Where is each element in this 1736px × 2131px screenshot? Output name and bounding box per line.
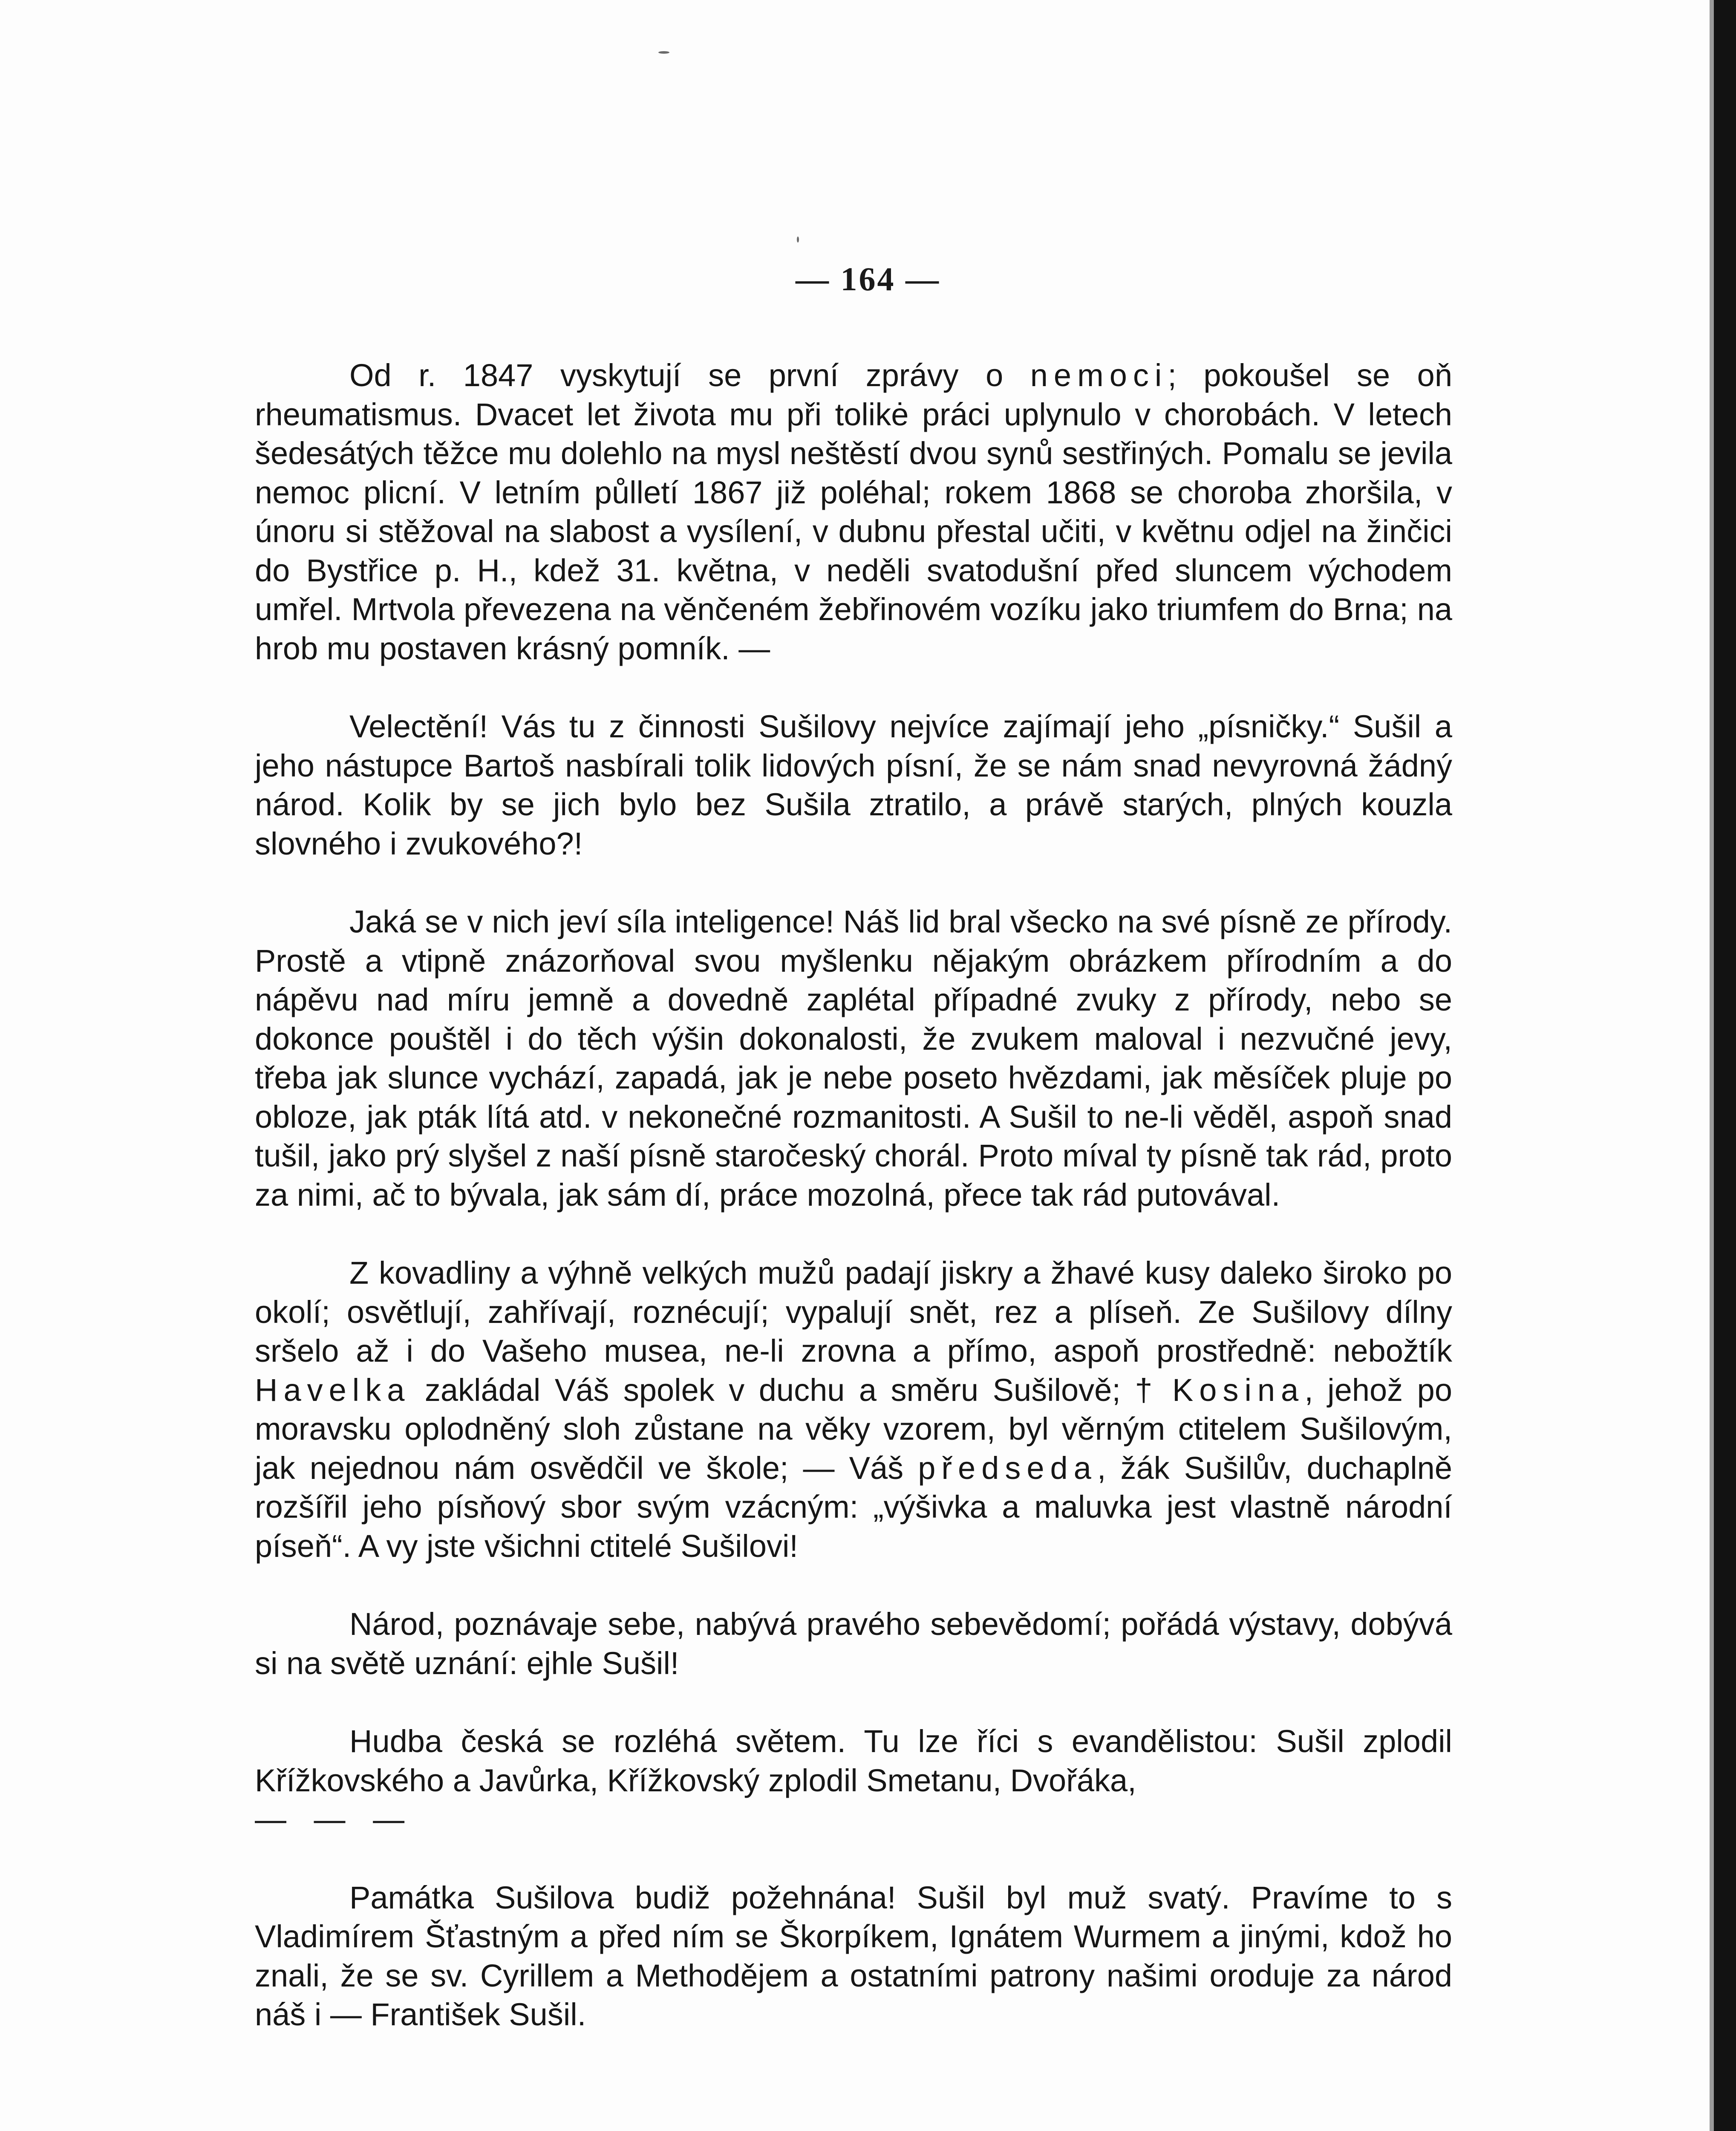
paragraph-influence: Z kovadliny a výhně velkých mužů padají jiskry a žhavé kusy daleko široko po okolí; osvětlují, zahřívají, roznécují; vypalují snět, rez a plíseň. Ze Sušilovy dílny sršelo až i do Vašeho musea, ne-li zrovna a přímo, aspoň prostředně: nebožtík Havelka zakládal Váš spolek v duchu a směru Sušilově; † Kosina, jehož po moravsku oplodněný sloh zůstane na věky vzorem, byl věrným ctitelem Sušilovým, jak nejednou nám osvědčil ve škole; — Váš předseda, žák Sušilův, duchaplně rozšířil jeho písňový sbor svým vzácným: „výšivka a maluvka jest vlastně národní píseň“. A vy jste všichni ctitelé Sušilovi! xyxy=(255,1255,1452,1564)
body-text xyxy=(255,356,1452,2034)
scan-speck xyxy=(797,237,799,243)
scan-border xyxy=(1714,0,1736,2131)
page-number: — 164 — xyxy=(796,260,940,297)
paragraph-illness: Od r. 1847 vyskytují se první zprávy o nemoci; pokoušel se oň rheumatismus. Dvacet let života mu při tolikė práci uplynulo v chorobách. V letech šedesátých těžce mu dolehlo na mysl neštěstí dvou synů sestřiných. Pomalu se jevila nemoc plicní. V letním půlletí 1867 již poléhal; rokem 1868 se choroba zhoršila, v únoru si stěžoval na slabost a vysílení, v dubnu přestal učiti, v květnu odjel na žinčici do Bystřice p. H., kdež 31. května, v neděli svatodušní před sluncem východem umřel. Mrtvola převezena na věnčeném žebřinovém vozíku jako triumfem do Brna; na hrob mu postaven krásný pomník. — xyxy=(255,358,1452,666)
dash-separator: — — — xyxy=(255,1802,414,1837)
paragraph-music: Hudba česká se rozléhá světem. Tu lze říci s evandělistou: Sušil zplodil Křížkovského a Javůrka, Křížkovský zplodil Smetanu, Dvořáka, xyxy=(255,1724,1452,1798)
paragraph-memory: Památka Sušilova budiž požehnána! Sušil byl muž svatý. Pravíme to s Vladimírem Šťastným a před ním se Škorpíkem, Ignátem Wurmem a jinými, kdož ho znali, že se sv. Cyrillem a Methodějem a ostatními patrony našimi oroduje za národ náš i — František Sušil. xyxy=(255,1880,1452,2032)
paragraph-songs: Velectění! Vás tu z činnosti Sušilovy nejvíce zajímají jeho „písničky.“ Sušil a jeho nástupce Bartoš nasbírali tolik lidových písní, že se nám snad nevyrovná žádný národ. Kolik by se jich bylo bez Sušila ztratilo, a právě starých, plných kouzla slovného i zvukového?! xyxy=(255,709,1452,861)
paragraph-nature: Jaká se v nich jeví síla inteligence! Náš lid bral všecko na své písně ze přírody. Prostě a vtipně znázorňoval svou myšlenku nějakým obrázkem přírodním a do nápěvu nad míru jemně a dovedně zaplétal případné zvuky z přírody, nebo se dokonce pouštěl i do těch výšin dokonalosti, že zvukem maloval i nezvučné jevy, třeba jak slunce vychází, zapadá, jak je nebe poseto hvězdami, jak měsíček pluje po obloze, jak pták lítá atd. v nekonečné rozmanitosti. A Sušil to ne-li věděl, aspoň snad tušil, jako prý slyšel z naší písně staročeský chorál. Proto míval ty písně tak rád, proto za nimi, ač to bývala, jak sám dí, práce mozolná, přece tak rád putovával. xyxy=(255,904,1452,1213)
scan-speck xyxy=(658,51,669,54)
spaced-emphasis: Havelka xyxy=(255,1372,411,1408)
spaced-emphasis: předseda xyxy=(918,1450,1097,1486)
spaced-emphasis: Kosina xyxy=(1172,1372,1305,1408)
spaced-emphasis: nemoci xyxy=(1030,358,1168,393)
page-edge-shadow xyxy=(1710,0,1714,2131)
paragraph-nation: Národ, poznávaje sebe, nabývá pravého sebevědomí; pořádá výstavy, dobývá si na světě uznání: ejhle Sušil! xyxy=(255,1606,1452,1681)
